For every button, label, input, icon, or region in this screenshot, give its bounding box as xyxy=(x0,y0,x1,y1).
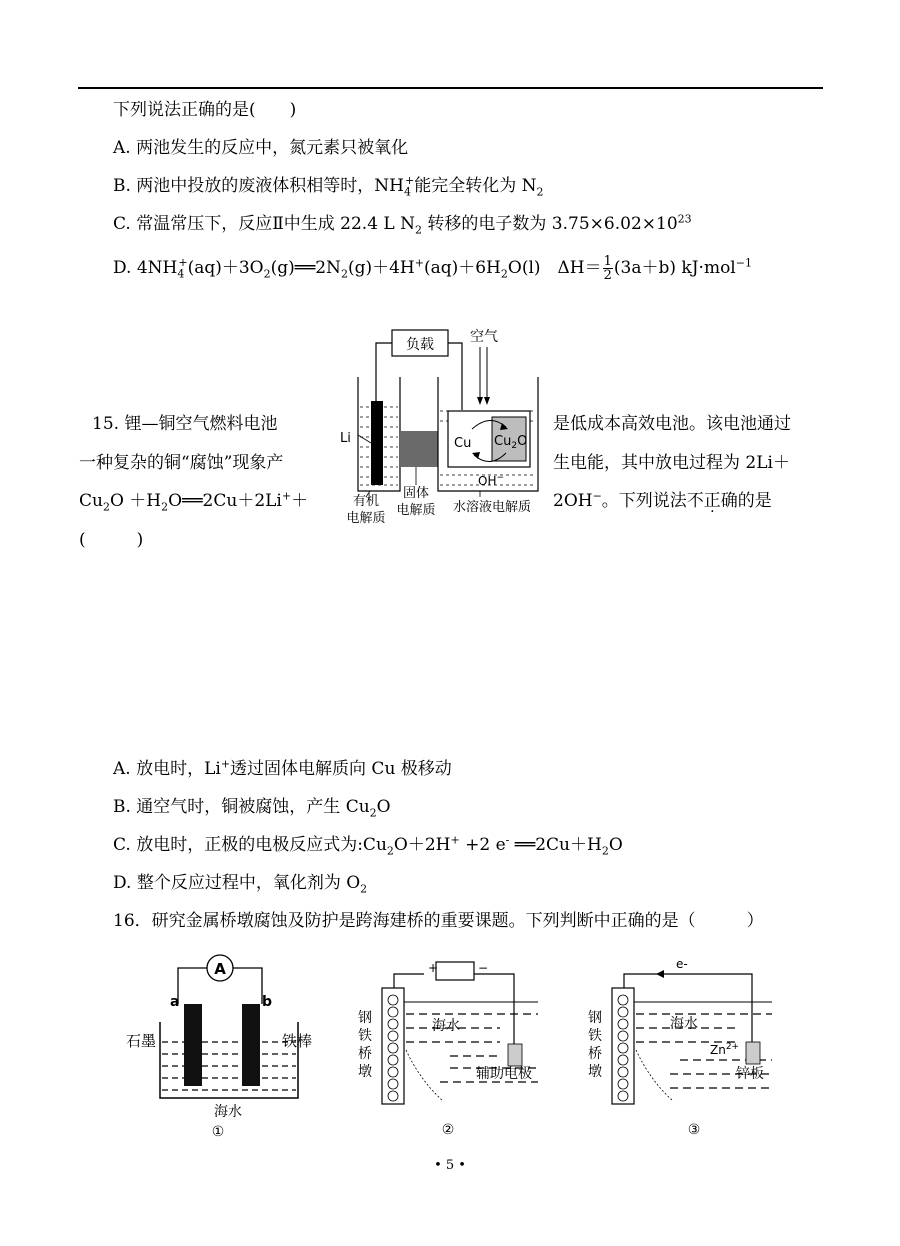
electron-arrow xyxy=(656,970,664,978)
svg-text:海水: 海水 xyxy=(432,1018,460,1034)
svg-text:③: ③ xyxy=(687,1122,701,1138)
svg-text:A: A xyxy=(214,960,226,978)
svg-text:−: − xyxy=(478,961,489,975)
svg-text:海水: 海水 xyxy=(670,1016,698,1032)
svg-text:石墨: 石墨 xyxy=(126,1032,157,1050)
svg-text:①: ① xyxy=(211,1124,225,1140)
page-number: • 5 • xyxy=(434,1158,466,1173)
q16-stem: 16．研究金属桥墩腐蚀及防护是跨海建桥的重要课题。下列判断中正确的是（ ） xyxy=(113,911,764,931)
figure-3-diagram xyxy=(580,950,780,1140)
q15-option-b: B. 通空气时，铜被腐蚀，产生 $Cu_2O$ xyxy=(113,797,391,820)
svg-text:e-: e- xyxy=(676,957,688,971)
li-electrode xyxy=(371,401,383,485)
q15-option-d: D. 整个反应过程中，氧化剂为 $O_2$ xyxy=(113,873,368,896)
svg-text:a: a xyxy=(170,994,180,1010)
q15-left-1: 15. 锂—铜空气燃料电池 xyxy=(92,414,278,434)
q14-stem: 下列说法正确的是( ) xyxy=(113,100,297,120)
steel-pier xyxy=(612,988,634,1104)
oh-label: OH− xyxy=(478,473,505,488)
svg-text:Zn2+: $Zn^{2+}$ xyxy=(710,1042,740,1057)
figure-1-diagram xyxy=(120,950,330,1140)
svg-text:b: b xyxy=(262,994,273,1010)
q14-option-a: A. 两池发生的反应中，氮元素只被氧化 xyxy=(113,138,409,158)
svg-text:铁: 铁 xyxy=(588,1028,602,1044)
emphasis-text: 不正确 xyxy=(686,491,738,511)
q15-left-2: 一种复杂的铜“腐蚀”现象产 xyxy=(79,453,284,473)
svg-text:墩: 墩 xyxy=(358,1064,372,1080)
iron-electrode xyxy=(242,1004,260,1086)
svg-text:铁棒: 铁棒 xyxy=(282,1032,313,1050)
svg-text:墩: 墩 xyxy=(588,1064,602,1080)
aux-electrode xyxy=(508,1044,522,1066)
air-label: 空气 xyxy=(470,329,498,345)
header-rule xyxy=(78,87,823,89)
svg-text:桥: 桥 xyxy=(358,1046,372,1062)
svg-text:辅助电极: 辅助电极 xyxy=(476,1066,532,1082)
q14-option-b: B. 两池中投放的废液体积相等时，$NH_4^+$能完全转化为 $N_2$ xyxy=(113,174,544,199)
svg-text:+: + xyxy=(428,961,439,975)
solid-label-2: 电解质 xyxy=(396,503,436,518)
svg-text:锌板: 锌板 xyxy=(736,1066,764,1082)
q15-option-c: C. 放电时，正极的电极反应式为$:Cu_2O+2H^+ +2$ e- $══2Cu+H_2O$ xyxy=(113,833,623,858)
q15-option-a: A. 放电时，Li+透过固体电解质向 Cu 极移动 xyxy=(113,757,452,779)
graphite-electrode xyxy=(184,1004,202,1086)
beaker xyxy=(160,1022,298,1098)
cu2o-label: $Cu_2O$ xyxy=(494,434,528,451)
organic-label-1: 有机 xyxy=(352,494,380,509)
li-cu-battery-diagram xyxy=(330,325,550,530)
power-source xyxy=(436,962,474,980)
load-label: 负载 xyxy=(406,337,434,353)
q15-right-1: 是低成本高效电池。该电池通过 xyxy=(553,414,791,434)
cu-label: Cu xyxy=(454,436,472,451)
svg-text:海水: 海水 xyxy=(214,1104,242,1120)
q14-option-c: C. 常温常压下，反应Ⅱ中生成 22.4 L $N_2$ 转移的电子数为 $3.75\times 6.02\times 10^{23}$ xyxy=(113,212,692,237)
svg-text:铁: 铁 xyxy=(358,1028,372,1044)
q15-bracket: ( ) xyxy=(79,530,144,550)
q14-option-d: D. $4NH_4^+(aq)+3O_2(g)══2N_2(g)+4H^+(aq)+6H_2O(l)$ ΔH＝ $\frac{1}{2}$ (3a＋b) kJ·mol$^{-1}$ xyxy=(113,254,752,283)
organic-label-2: 电解质 xyxy=(346,511,386,526)
svg-text:钢: 钢 xyxy=(588,1010,602,1026)
zinc-plate xyxy=(746,1042,760,1064)
svg-text:桥: 桥 xyxy=(588,1046,602,1062)
aqueous-label: 水溶液电解质 xyxy=(452,500,532,515)
solid-electrolyte xyxy=(400,431,438,467)
q15-right-2: 生电能，其中放电过程为 2Li＋ xyxy=(553,453,790,473)
solid-label-1: 固体 xyxy=(402,486,430,501)
q15-left-3: $Cu_2O$ $+H_2O══2Cu+2Li^++$ xyxy=(79,489,309,514)
fraction: $\frac{1}{2}$ xyxy=(603,254,612,283)
figure-2-diagram xyxy=(350,950,550,1140)
li-label: Li xyxy=(340,431,351,446)
svg-text:②: ② xyxy=(441,1122,455,1138)
svg-text:钢: 钢 xyxy=(358,1010,372,1026)
steel-pier xyxy=(382,988,404,1104)
wire-right xyxy=(448,343,462,410)
q15-right-3: 2OH−。下列说法不正确的是 xyxy=(553,489,772,511)
